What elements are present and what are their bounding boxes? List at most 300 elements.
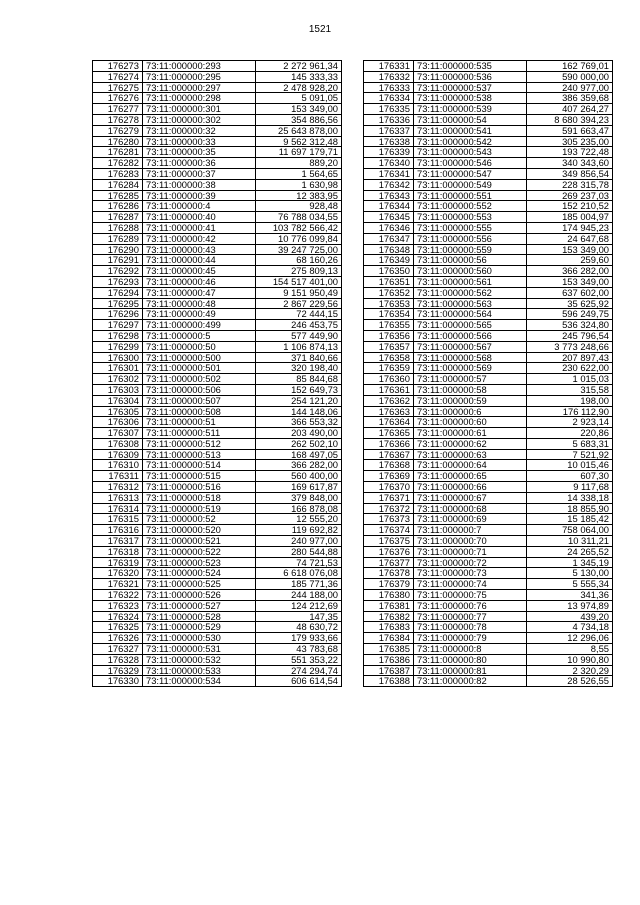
table-row: [364, 492, 613, 503]
value-cell: 85 844,68: [256, 374, 342, 385]
table-row: [364, 568, 613, 579]
record-number-cell: 176285: [93, 190, 143, 201]
cadastral-number-cell: 73:11:000000:302: [143, 114, 256, 125]
value-cell: 407 264,27: [527, 104, 613, 115]
table-row: [93, 471, 342, 482]
cadastral-number-cell: 73:11:000000:526: [143, 590, 256, 601]
value-cell: 8,55: [527, 644, 613, 655]
cadastral-number-cell: 73:11:000000:6: [414, 406, 527, 417]
cadastral-number-cell: 73:11:000000:70: [414, 536, 527, 547]
table-row: [364, 233, 613, 244]
table-row: [364, 71, 613, 82]
cadastral-number-cell: 73:11:000000:82: [414, 676, 527, 687]
record-number-cell: 176321: [93, 579, 143, 590]
record-number-cell: 176284: [93, 179, 143, 190]
record-number-cell: 176331: [364, 61, 414, 72]
value-cell: 607,30: [527, 471, 613, 482]
value-cell: 24 265,52: [527, 546, 613, 557]
value-cell: 9 117,68: [527, 482, 613, 493]
value-cell: 9 562 312,48: [256, 136, 342, 147]
value-cell: 275 809,13: [256, 266, 342, 277]
record-number-cell: 176369: [364, 471, 414, 482]
cadastral-number-cell: 73:11:000000:508: [143, 406, 256, 417]
record-number-cell: 176367: [364, 449, 414, 460]
record-number-cell: 176344: [364, 201, 414, 212]
right-table-body: [364, 61, 613, 687]
table-row: [93, 492, 342, 503]
record-number-cell: 176299: [93, 341, 143, 352]
value-cell: 72 444,15: [256, 309, 342, 320]
cadastral-number-cell: 73:11:000000:79: [414, 633, 527, 644]
table-row: [364, 654, 613, 665]
cadastral-number-cell: 73:11:000000:559: [414, 244, 527, 255]
record-number-cell: 176345: [364, 212, 414, 223]
record-number-cell: 176291: [93, 255, 143, 266]
cadastral-number-cell: 73:11:000000:297: [143, 82, 256, 93]
record-number-cell: 176282: [93, 158, 143, 169]
record-number-cell: 176306: [93, 417, 143, 428]
value-cell: 560 400,00: [256, 471, 342, 482]
record-number-cell: 176336: [364, 114, 414, 125]
record-number-cell: 176359: [364, 363, 414, 374]
cadastral-number-cell: 73:11:000000:541: [414, 125, 527, 136]
cadastral-number-cell: 73:11:000000:567: [414, 341, 527, 352]
cadastral-number-cell: 73:11:000000:528: [143, 611, 256, 622]
value-cell: 349 856,54: [527, 168, 613, 179]
table-row: [93, 309, 342, 320]
cadastral-number-cell: 73:11:000000:556: [414, 233, 527, 244]
cadastral-number-cell: 73:11:000000:81: [414, 665, 527, 676]
record-number-cell: 176379: [364, 579, 414, 590]
cadastral-number-cell: 73:11:000000:542: [414, 136, 527, 147]
table-row: [364, 330, 613, 341]
record-number-cell: 176301: [93, 363, 143, 374]
cadastral-number-cell: 73:11:000000:293: [143, 61, 256, 72]
record-number-cell: 176378: [364, 568, 414, 579]
table-row: [364, 179, 613, 190]
value-cell: 230 622,00: [527, 363, 613, 374]
record-number-cell: 176348: [364, 244, 414, 255]
record-number-cell: 176330: [93, 676, 143, 687]
cadastral-number-cell: 73:11:000000:38: [143, 179, 256, 190]
table-row: [364, 525, 613, 536]
table-row: [93, 622, 342, 633]
cadastral-number-cell: 73:11:000000:77: [414, 611, 527, 622]
table-row: [93, 633, 342, 644]
record-number-cell: 176298: [93, 330, 143, 341]
cadastral-number-cell: 73:11:000000:69: [414, 514, 527, 525]
value-cell: 269 237,03: [527, 190, 613, 201]
cadastral-number-cell: 73:11:000000:538: [414, 93, 527, 104]
record-number-cell: 176341: [364, 168, 414, 179]
cadastral-number-cell: 73:11:000000:539: [414, 104, 527, 115]
value-cell: 153 349,00: [256, 104, 342, 115]
value-cell: 1 630,98: [256, 179, 342, 190]
cadastral-number-cell: 73:11:000000:518: [143, 492, 256, 503]
record-number-cell: 176329: [93, 665, 143, 676]
cadastral-number-cell: 73:11:000000:530: [143, 633, 256, 644]
table-row: [93, 546, 342, 557]
record-number-cell: 176386: [364, 654, 414, 665]
cadastral-number-cell: 73:11:000000:531: [143, 644, 256, 655]
record-number-cell: 176288: [93, 222, 143, 233]
cadastral-number-cell: 73:11:000000:563: [414, 298, 527, 309]
value-cell: 35 625,92: [527, 298, 613, 309]
value-cell: 354 886,56: [256, 114, 342, 125]
value-cell: 168 497,05: [256, 449, 342, 460]
table-row: [93, 330, 342, 341]
record-number-cell: 176281: [93, 147, 143, 158]
value-cell: 3 773 248,66: [527, 341, 613, 352]
cadastral-number-cell: 73:11:000000:33: [143, 136, 256, 147]
value-cell: 386 359,68: [527, 93, 613, 104]
cadastral-number-cell: 73:11:000000:552: [414, 201, 527, 212]
cadastral-number-cell: 73:11:000000:522: [143, 546, 256, 557]
cadastral-number-cell: 73:11:000000:7: [414, 525, 527, 536]
cadastral-number-cell: 73:11:000000:553: [414, 212, 527, 223]
cadastral-number-cell: 73:11:000000:535: [414, 61, 527, 72]
record-number-cell: 176342: [364, 179, 414, 190]
value-cell: 245 796,54: [527, 330, 613, 341]
record-number-cell: 176316: [93, 525, 143, 536]
cadastral-number-cell: 73:11:000000:569: [414, 363, 527, 374]
record-number-cell: 176373: [364, 514, 414, 525]
table-row: [364, 406, 613, 417]
record-number-cell: 176332: [364, 71, 414, 82]
cadastral-number-cell: 73:11:000000:565: [414, 320, 527, 331]
value-cell: 228 315,78: [527, 179, 613, 190]
cadastral-number-cell: 73:11:000000:62: [414, 438, 527, 449]
table-row: [364, 514, 613, 525]
cadastral-number-cell: 73:11:000000:57: [414, 374, 527, 385]
value-cell: 320 198,40: [256, 363, 342, 374]
value-cell: 179 933,66: [256, 633, 342, 644]
cadastral-number-cell: 73:11:000000:37: [143, 168, 256, 179]
value-cell: 12 296,06: [527, 633, 613, 644]
table-row: [364, 600, 613, 611]
table-row: [93, 82, 342, 93]
record-number-cell: 176333: [364, 82, 414, 93]
record-number-cell: 176297: [93, 320, 143, 331]
cadastral-number-cell: 73:11:000000:42: [143, 233, 256, 244]
table-row: [93, 406, 342, 417]
value-cell: 6 618 076,08: [256, 568, 342, 579]
cadastral-number-cell: 73:11:000000:64: [414, 460, 527, 471]
cadastral-number-cell: 73:11:000000:48: [143, 298, 256, 309]
table-row: [93, 438, 342, 449]
table-row: [364, 276, 613, 287]
table-row: [364, 222, 613, 233]
record-number-cell: 176335: [364, 104, 414, 115]
table-row: [364, 633, 613, 644]
table-row: [364, 503, 613, 514]
table-row: [93, 644, 342, 655]
value-cell: 758 064,00: [527, 525, 613, 536]
record-number-cell: 176315: [93, 514, 143, 525]
cadastral-number-cell: 73:11:000000:506: [143, 384, 256, 395]
record-number-cell: 176279: [93, 125, 143, 136]
record-number-cell: 176384: [364, 633, 414, 644]
table-row: [364, 395, 613, 406]
table-row: [364, 255, 613, 266]
record-number-cell: 176383: [364, 622, 414, 633]
record-number-cell: 176347: [364, 233, 414, 244]
cadastral-number-cell: 73:11:000000:76: [414, 600, 527, 611]
cadastral-number-cell: 73:11:000000:525: [143, 579, 256, 590]
value-cell: 240 977,00: [527, 82, 613, 93]
table-row: [364, 298, 613, 309]
table-row: [93, 276, 342, 287]
table-row: [93, 611, 342, 622]
record-number-cell: 176324: [93, 611, 143, 622]
table-row: [364, 536, 613, 547]
value-cell: 259,60: [527, 255, 613, 266]
cadastral-number-cell: 73:11:000000:61: [414, 428, 527, 439]
value-cell: 10 311,21: [527, 536, 613, 547]
table-row: [93, 374, 342, 385]
record-number-cell: 176283: [93, 168, 143, 179]
cadastral-number-cell: 73:11:000000:562: [414, 287, 527, 298]
record-number-cell: 176364: [364, 417, 414, 428]
table-row: [364, 374, 613, 385]
record-number-cell: 176381: [364, 600, 414, 611]
cadastral-number-cell: 73:11:000000:564: [414, 309, 527, 320]
cadastral-number-cell: 73:11:000000:78: [414, 622, 527, 633]
value-cell: 185 771,36: [256, 579, 342, 590]
value-cell: 18 855,90: [527, 503, 613, 514]
cadastral-number-cell: 73:11:000000:516: [143, 482, 256, 493]
value-cell: 10 015,46: [527, 460, 613, 471]
value-cell: 244 188,00: [256, 590, 342, 601]
value-cell: 246 453,75: [256, 320, 342, 331]
record-number-cell: 176338: [364, 136, 414, 147]
record-number-cell: 176326: [93, 633, 143, 644]
table-row: [364, 579, 613, 590]
value-cell: 262 502,10: [256, 438, 342, 449]
cadastral-number-cell: 73:11:000000:52: [143, 514, 256, 525]
table-row: [93, 93, 342, 104]
table-row: [364, 158, 613, 169]
record-number-cell: 176302: [93, 374, 143, 385]
record-number-cell: 176366: [364, 438, 414, 449]
value-cell: 5 555,34: [527, 579, 613, 590]
record-number-cell: 176311: [93, 471, 143, 482]
value-cell: 12 555,20: [256, 514, 342, 525]
record-number-cell: 176363: [364, 406, 414, 417]
value-cell: 274 294,74: [256, 665, 342, 676]
record-number-cell: 176276: [93, 93, 143, 104]
record-number-cell: 176314: [93, 503, 143, 514]
table-row: [364, 266, 613, 277]
record-number-cell: 176307: [93, 428, 143, 439]
cadastral-number-cell: 73:11:000000:49: [143, 309, 256, 320]
record-number-cell: 176325: [93, 622, 143, 633]
value-cell: 14 338,18: [527, 492, 613, 503]
table-row: [364, 190, 613, 201]
table-row: [93, 600, 342, 611]
value-cell: 5 091,05: [256, 93, 342, 104]
record-number-cell: 176351: [364, 276, 414, 287]
value-cell: 103 782 566,42: [256, 222, 342, 233]
cadastral-number-cell: 73:11:000000:50: [143, 341, 256, 352]
record-number-cell: 176374: [364, 525, 414, 536]
cadastral-number-cell: 73:11:000000:502: [143, 374, 256, 385]
value-cell: 606 614,54: [256, 676, 342, 687]
record-number-cell: 176327: [93, 644, 143, 655]
table-row: [364, 136, 613, 147]
table-row: [93, 158, 342, 169]
record-number-cell: 176354: [364, 309, 414, 320]
record-number-cell: 176320: [93, 568, 143, 579]
cadastral-number-cell: 73:11:000000:546: [414, 158, 527, 169]
record-number-cell: 176317: [93, 536, 143, 547]
table-row: [364, 611, 613, 622]
table-row: [93, 125, 342, 136]
record-number-cell: 176339: [364, 147, 414, 158]
cadastral-number-cell: 73:11:000000:500: [143, 352, 256, 363]
cadastral-number-cell: 73:11:000000:46: [143, 276, 256, 287]
record-number-cell: 176275: [93, 82, 143, 93]
table-row: [364, 557, 613, 568]
record-number-cell: 176286: [93, 201, 143, 212]
record-number-cell: 176368: [364, 460, 414, 471]
cadastral-number-cell: 73:11:000000:532: [143, 654, 256, 665]
value-cell: 144 148,06: [256, 406, 342, 417]
table-row: [93, 482, 342, 493]
cadastral-number-cell: 73:11:000000:520: [143, 525, 256, 536]
record-number-cell: 176318: [93, 546, 143, 557]
value-cell: 220,86: [527, 428, 613, 439]
value-cell: 590 000,00: [527, 71, 613, 82]
value-cell: 74 721,53: [256, 557, 342, 568]
value-cell: 2 478 928,20: [256, 82, 342, 93]
value-cell: 166 878,08: [256, 503, 342, 514]
cadastral-number-cell: 73:11:000000:80: [414, 654, 527, 665]
record-number-cell: 176303: [93, 384, 143, 395]
table-row: [93, 460, 342, 471]
table-row: [364, 676, 613, 687]
value-cell: 366 553,32: [256, 417, 342, 428]
cadastral-number-cell: 73:11:000000:537: [414, 82, 527, 93]
table-row: [364, 93, 613, 104]
value-cell: 15 185,42: [527, 514, 613, 525]
table-row: [93, 168, 342, 179]
value-cell: 207 897,43: [527, 352, 613, 363]
record-number-cell: 176309: [93, 449, 143, 460]
table-row: [364, 449, 613, 460]
record-number-cell: 176312: [93, 482, 143, 493]
record-number-cell: 176322: [93, 590, 143, 601]
value-cell: 341,36: [527, 590, 613, 601]
cadastral-number-cell: 73:11:000000:512: [143, 438, 256, 449]
value-cell: 13 974,89: [527, 600, 613, 611]
value-cell: 154 517 401,00: [256, 276, 342, 287]
value-cell: 198,00: [527, 395, 613, 406]
table-row: [364, 590, 613, 601]
cadastral-number-cell: 73:11:000000:568: [414, 352, 527, 363]
table-row: [93, 298, 342, 309]
cadastral-number-cell: 73:11:000000:63: [414, 449, 527, 460]
value-cell: 5 130,00: [527, 568, 613, 579]
record-number-cell: 176375: [364, 536, 414, 547]
record-number-cell: 176319: [93, 557, 143, 568]
table-row: [364, 147, 613, 158]
value-cell: 889,20: [256, 158, 342, 169]
value-cell: 928,48: [256, 201, 342, 212]
table-row: [93, 557, 342, 568]
table-row: [93, 320, 342, 331]
table-row: [364, 244, 613, 255]
record-number-cell: 176372: [364, 503, 414, 514]
value-cell: 2 923,14: [527, 417, 613, 428]
cadastral-number-cell: 73:11:000000:507: [143, 395, 256, 406]
record-number-cell: 176300: [93, 352, 143, 363]
cadastral-number-cell: 73:11:000000:561: [414, 276, 527, 287]
cadastral-number-cell: 73:11:000000:527: [143, 600, 256, 611]
value-cell: 48 630,72: [256, 622, 342, 633]
table-row: [364, 546, 613, 557]
record-number-cell: 176370: [364, 482, 414, 493]
table-row: [93, 395, 342, 406]
table-row: [93, 417, 342, 428]
value-cell: 68 160,26: [256, 255, 342, 266]
cadastral-number-cell: 73:11:000000:514: [143, 460, 256, 471]
value-cell: 11 697 179,71: [256, 147, 342, 158]
record-number-cell: 176357: [364, 341, 414, 352]
record-number-cell: 176343: [364, 190, 414, 201]
table-row: [364, 482, 613, 493]
right-data-table: [363, 60, 613, 687]
value-cell: 9 151 950,49: [256, 287, 342, 298]
table-row: [93, 255, 342, 266]
record-number-cell: 176353: [364, 298, 414, 309]
cadastral-number-cell: 73:11:000000:74: [414, 579, 527, 590]
table-row: [93, 341, 342, 352]
value-cell: 203 490,00: [256, 428, 342, 439]
table-row: [364, 384, 613, 395]
table-row: [364, 104, 613, 115]
record-number-cell: 176334: [364, 93, 414, 104]
record-number-cell: 176293: [93, 276, 143, 287]
cadastral-number-cell: 73:11:000000:515: [143, 471, 256, 482]
cadastral-number-cell: 73:11:000000:35: [143, 147, 256, 158]
record-number-cell: 176308: [93, 438, 143, 449]
value-cell: 2 272 961,34: [256, 61, 342, 72]
record-number-cell: 176295: [93, 298, 143, 309]
table-row: [93, 428, 342, 439]
table-row: [364, 61, 613, 72]
table-row: [364, 168, 613, 179]
value-cell: 147,35: [256, 611, 342, 622]
value-cell: 254 121,20: [256, 395, 342, 406]
cadastral-number-cell: 73:11:000000:73: [414, 568, 527, 579]
table-row: [93, 104, 342, 115]
value-cell: 1 564,65: [256, 168, 342, 179]
cadastral-number-cell: 73:11:000000:566: [414, 330, 527, 341]
record-number-cell: 176294: [93, 287, 143, 298]
value-cell: 366 282,00: [256, 460, 342, 471]
cadastral-number-cell: 73:11:000000:66: [414, 482, 527, 493]
value-cell: 169 617,87: [256, 482, 342, 493]
cadastral-number-cell: 73:11:000000:547: [414, 168, 527, 179]
record-number-cell: 176280: [93, 136, 143, 147]
value-cell: 596 249,75: [527, 309, 613, 320]
cadastral-number-cell: 73:11:000000:295: [143, 71, 256, 82]
record-number-cell: 176377: [364, 557, 414, 568]
table-row: [93, 654, 342, 665]
record-number-cell: 176289: [93, 233, 143, 244]
record-number-cell: 176273: [93, 61, 143, 72]
